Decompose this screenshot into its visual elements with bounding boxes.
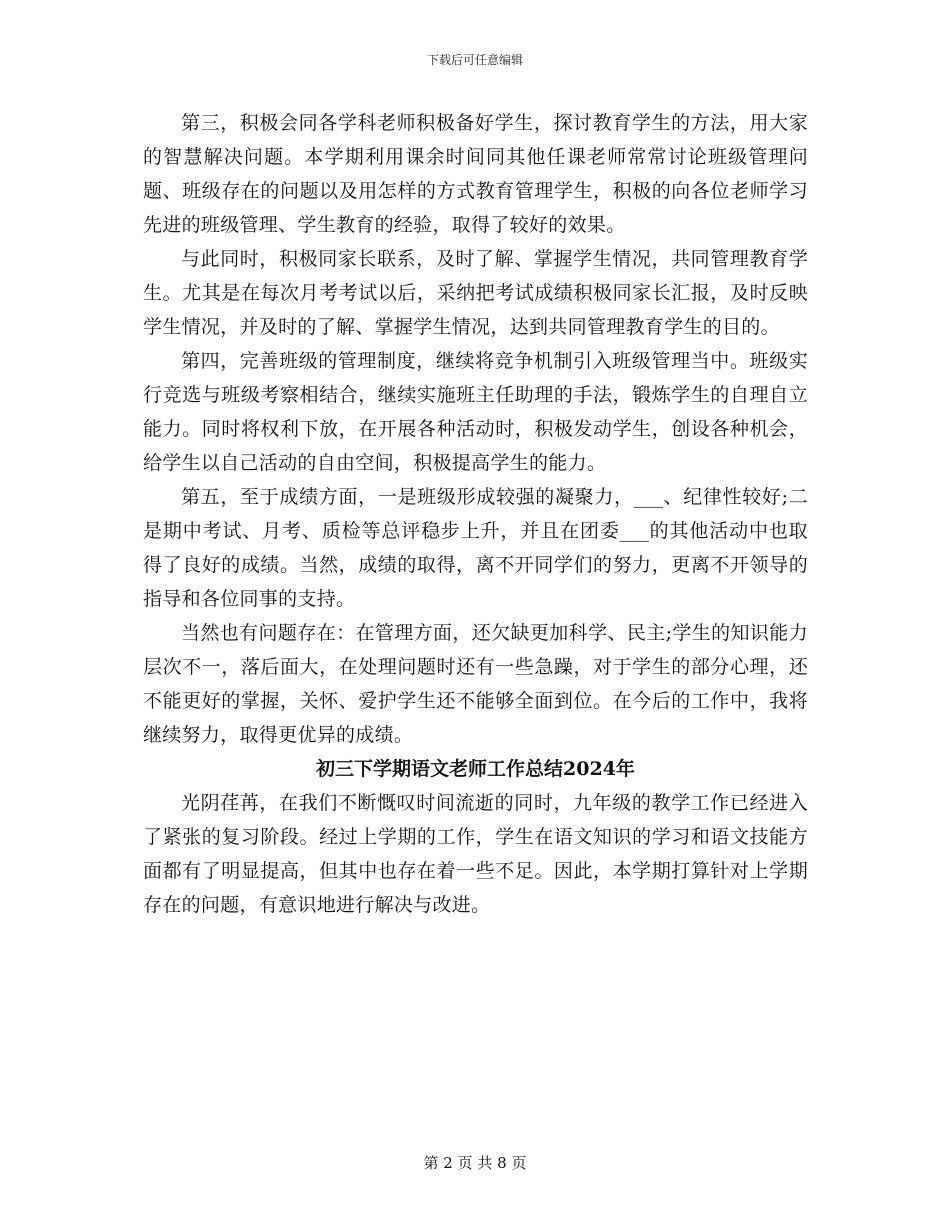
- paragraph-problems: 当然也有问题存在：在管理方面，还欠缺更加科学、民主;学生的知识能力层次不一，落后面大，在处理问题时还有一些急躁，对于学生的部分心理，还不能更好的掌握，关怀、爱护学生还不能够全面到位。在今后的工作中，我将继续努力，取得更优异的成绩。: [143, 622, 808, 746]
- paragraph-section-intro: 光阴荏苒，在我们不断慨叹时间流逝的同时，九年级的教学工作已经进入了紧张的复习阶段。经过上学期的工作，学生在语文知识的学习和语文技能方面都有了明显提高，但其中也存在着一些不足。因此，本学期打算针对上学期存在的问题，有意识地进行解决与改进。: [143, 792, 808, 916]
- page-number-footer: 第 2 页 共 8 页: [423, 1154, 527, 1172]
- paragraph-third-point: 第三，积极会同各学科老师积极备好学生，探讨教育学生的方法，用大家的智慧解决问题。本学期利用课余时间同其他任课老师常常讨论班级管理问题、班级存在的问题以及用怎样的方式教育管理学生，积极的向各位老师学习先进的班级管理、学生教育的经验，取得了较好的效果。: [143, 112, 808, 236]
- document-body: [143, 106, 808, 922]
- page-header-note: 下载后可任意编辑: [426, 53, 523, 67]
- section-title: 初三下学期语文老师工作总结2024年: [316, 758, 635, 780]
- paragraph-fourth-point: 第四，完善班级的管理制度，继续将竞争机制引入班级管理当中。班级实行竞选与班级考察相结合，继续实施班主任助理的手法，锻炼学生的自理自立能力。同时将权利下放，在开展各种活动时，积极发动学生，创设各种机会，给学生以自己活动的自由空间，积极提高学生的能力。: [143, 350, 808, 474]
- paragraph-fifth-point: 第五，至于成绩方面，一是班级形成较强的凝聚力，___、纪律性较好;二是期中考试、月考、质检等总评稳步上升，并且在团委___的其他活动中也取得了良好的成绩。当然，成绩的取得，离不开同学们的努力，更离不开领导的指导和各位同事的支持。: [143, 486, 808, 610]
- paragraph-parent-contact: 与此同时，积极同家长联系，及时了解、掌握学生情况，共同管理教育学生。尤其是在每次月考考试以后，采纳把考试成绩积极同家长汇报，及时反映学生情况，并及时的了解、掌握学生情况，达到共同管理教育学生的目的。: [143, 248, 808, 338]
